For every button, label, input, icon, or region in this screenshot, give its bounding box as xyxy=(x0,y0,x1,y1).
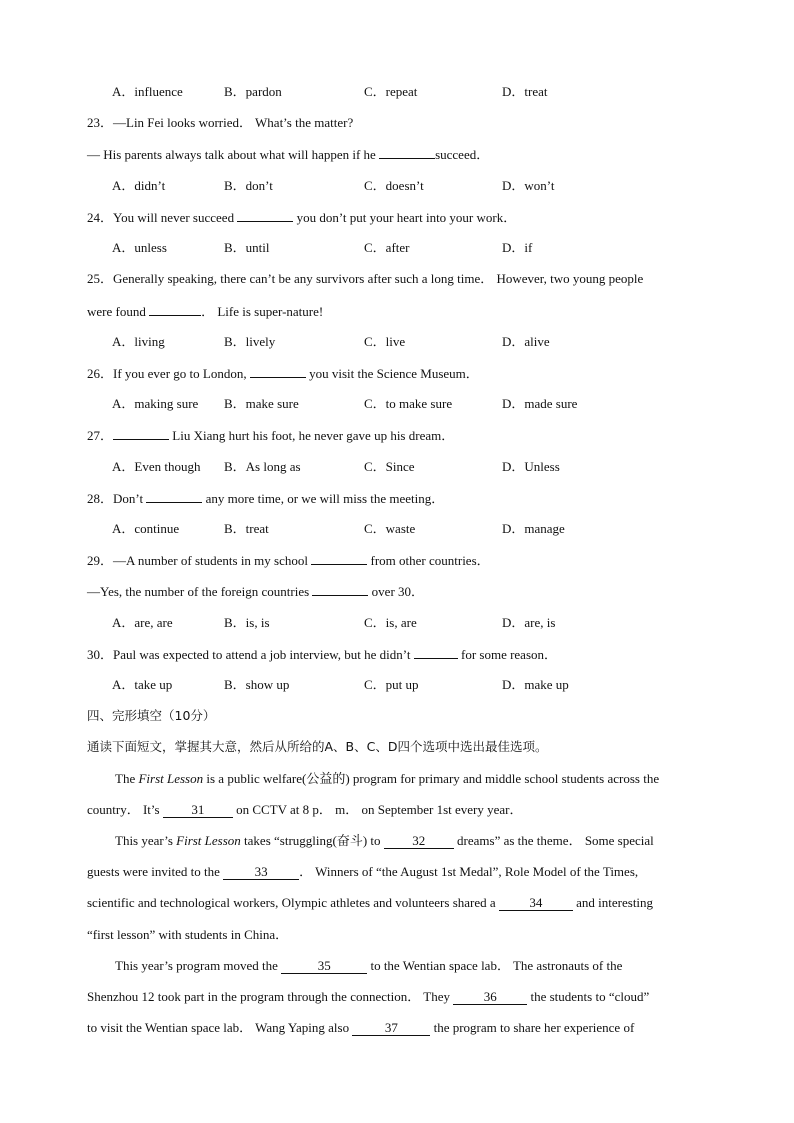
answer-blank xyxy=(146,489,202,503)
passage-p3-line1 xyxy=(115,957,622,975)
passage-text: Shenzhou 12 took part in the program through the connection． They xyxy=(87,989,454,1004)
blank-37: 37 xyxy=(352,1020,430,1036)
q25-option-a: A．living xyxy=(112,334,165,349)
q23-option-b: B．don’t xyxy=(224,178,273,193)
q26-question xyxy=(87,364,479,383)
blank-35: 35 xyxy=(281,958,367,974)
q25-line2-end: ． Life is super-nature! xyxy=(201,304,324,319)
q28-question-end: any more time, or we will miss the meeting． xyxy=(202,491,445,506)
answer-blank xyxy=(113,426,169,440)
q25-line2-start: were found xyxy=(87,304,150,319)
answer-blank xyxy=(149,302,201,316)
q26-question-end: you visit the Science Museum． xyxy=(305,366,479,381)
q24-option-a: A．unless xyxy=(112,240,167,255)
blank-36: 36 xyxy=(453,989,527,1005)
q29-option-b: B．is, is xyxy=(224,615,270,630)
q26-question-start: 26．If you ever go to London, xyxy=(87,366,250,381)
answer-blank xyxy=(414,645,458,659)
q30-question-end: for some reason． xyxy=(457,647,558,662)
q29-line1-start: 29．—A number of students in my school xyxy=(87,553,312,568)
q28-option-d: D．manage xyxy=(502,521,565,536)
q29-option-d: D．are, is xyxy=(502,615,556,630)
passage-text: the students to “cloud” xyxy=(527,989,650,1004)
q27-question xyxy=(87,426,454,445)
q23-reply-end: succeed． xyxy=(435,147,490,162)
blank-32: 32 xyxy=(384,833,454,849)
q22-option-c: C．repeat xyxy=(364,84,418,99)
q29-reply xyxy=(87,582,424,601)
blank-31: 31 xyxy=(163,802,233,818)
q23-option-d: D．won’t xyxy=(502,178,555,193)
q24-option-c: C．after xyxy=(364,240,410,255)
q28-question-start: 28．Don’t xyxy=(87,491,147,506)
q27-option-c: C．Since xyxy=(364,459,415,474)
q26-option-b: B．make sure xyxy=(224,396,299,411)
q24-question-end: you don’t put your heart into your work． xyxy=(293,210,517,225)
q24-option-d: D．if xyxy=(502,240,533,255)
section-instruction: 通读下面短文，掌握其大意，然后从所给的A、B、C、D四个选项中选出最佳选项。 xyxy=(87,739,548,754)
q30-option-a: A．take up xyxy=(112,677,173,692)
q25-question-line1: 25．Generally speaking, there can’t be any survivors after such a long time． However, two young people xyxy=(87,271,644,286)
passage-p1-text xyxy=(115,770,659,788)
passage-text: guests were invited to the xyxy=(87,864,224,879)
q29-line2-start: —Yes, the number of the foreign countries xyxy=(87,584,313,599)
q25-question-line2 xyxy=(87,302,323,321)
q29-option-a: A．are, are xyxy=(112,615,173,630)
q26-option-d: D．made sure xyxy=(502,396,578,411)
q29-line1-end: from other countries． xyxy=(367,553,490,568)
passage-text: and interesting xyxy=(572,895,654,910)
q29-option-c: C．is, are xyxy=(364,615,417,630)
q22-option-a: A．influence xyxy=(112,84,183,99)
q26-option-a: A．making sure xyxy=(112,396,199,411)
passage-p3-line3 xyxy=(87,1019,634,1037)
passage-text: This year’s program moved the xyxy=(115,958,282,973)
q22-option-b: B．pardon xyxy=(224,84,282,99)
passage-p3-line2 xyxy=(87,988,649,1006)
answer-blank xyxy=(250,364,306,378)
q30-question-start: 30．Paul was expected to attend a job interview, but he didn’t xyxy=(87,647,414,662)
section-heading: 四、完形填空（10分） xyxy=(87,708,216,723)
q25-option-d: D．alive xyxy=(502,334,550,349)
q28-option-b: B．treat xyxy=(224,521,269,536)
q30-option-b: B．show up xyxy=(224,677,290,692)
blank-34: 34 xyxy=(499,895,573,911)
answer-blank xyxy=(311,551,367,565)
passage-p2-line4: “first lesson” with students in China． xyxy=(87,927,289,942)
q29-question xyxy=(87,551,490,570)
q24-option-b: B．until xyxy=(224,240,270,255)
q24-question-start: 24．You will never succeed xyxy=(87,210,238,225)
passage-text: the program to share her experience of xyxy=(430,1020,635,1035)
passage-text: ． Winners of “the August 1st Medal”, Role Model of the Times, xyxy=(299,864,639,879)
passage-p2-line3 xyxy=(87,894,653,912)
passage-text: scientific and technological workers, Olympic athletes and volunteers shared a xyxy=(87,895,499,910)
passage-text: This year’s xyxy=(115,833,177,848)
q23-reply xyxy=(87,145,489,164)
q27-question-end: Liu Xiang hurt his foot, he never gave up his dream． xyxy=(169,428,455,443)
passage-text: takes “struggling(奋斗) to xyxy=(240,833,384,848)
q26-option-c: C．to make sure xyxy=(364,396,453,411)
q28-question xyxy=(87,489,444,508)
q23-option-c: C．doesn’t xyxy=(364,178,424,193)
passage-p2-line1 xyxy=(115,832,707,850)
q27-option-d: D．Unless xyxy=(502,459,560,474)
passage-text: country． It’s xyxy=(87,802,163,817)
answer-blank xyxy=(237,208,293,222)
q23-question: 23．—Lin Fei looks worried． What’s the matter? xyxy=(87,115,354,130)
q30-option-d: D．make up xyxy=(502,677,569,692)
passage-p1-line2 xyxy=(87,801,523,819)
answer-blank xyxy=(379,145,435,159)
passage-text: is a public welfare(公益的) program for primary and middle school students across the xyxy=(203,771,660,786)
q22-option-d: D．treat xyxy=(502,84,548,99)
passage-text: to visit the Wentian space lab． Wang Yaping also xyxy=(87,1020,353,1035)
program-title: First Lesson xyxy=(176,833,241,848)
q27-option-b: B．As long as xyxy=(224,459,301,474)
passage-p1-line1 xyxy=(115,770,707,788)
q28-option-a: A．continue xyxy=(112,521,180,536)
q30-question xyxy=(87,645,557,664)
q27-option-a: A．Even though xyxy=(112,459,201,474)
q27-question-start: 27． xyxy=(87,428,114,443)
program-title: First Lesson xyxy=(138,771,204,786)
q25-option-c: C．live xyxy=(364,334,406,349)
passage-text: dreams” as the theme． Some special xyxy=(453,833,654,848)
passage-text: The xyxy=(115,771,139,786)
blank-33: 33 xyxy=(223,864,299,880)
passage-p2-line2 xyxy=(87,863,638,881)
q28-option-c: C．waste xyxy=(364,521,416,536)
passage-text: on CCTV at 8 p． m． on September 1st every year． xyxy=(232,802,523,817)
q30-option-c: C．put up xyxy=(364,677,419,692)
q23-option-a: A．didn’t xyxy=(112,178,166,193)
q23-reply-start: — His parents always talk about what will happen if he xyxy=(87,147,380,162)
answer-blank xyxy=(312,582,368,596)
q25-option-b: B．lively xyxy=(224,334,276,349)
q29-line2-end: over 30． xyxy=(368,584,425,599)
passage-p2-text xyxy=(115,832,654,850)
q24-question xyxy=(87,208,516,227)
passage-text: to the Wentian space lab． The astronauts of the xyxy=(367,958,623,973)
